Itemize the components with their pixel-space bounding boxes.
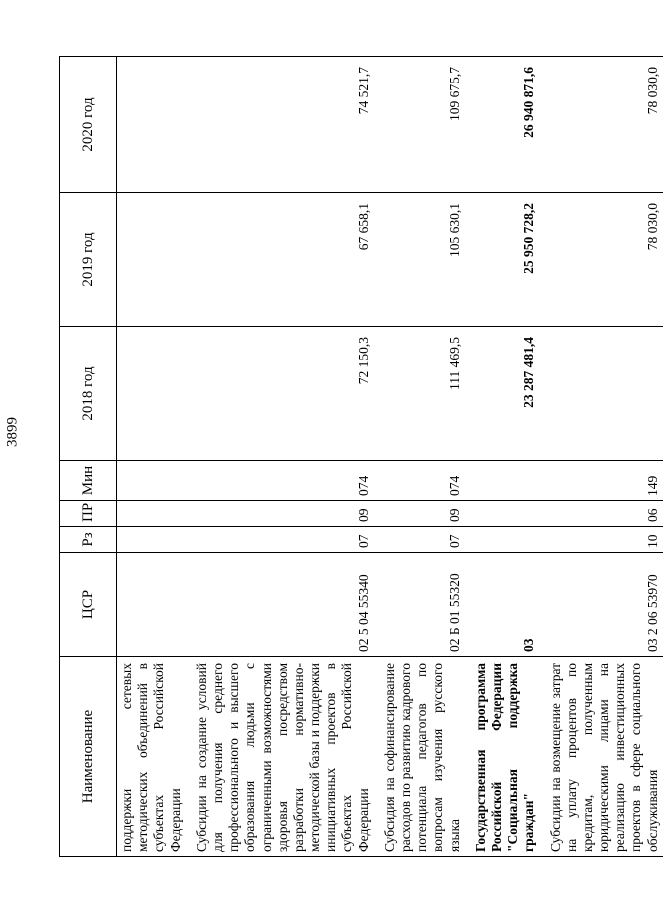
row-2018	[117, 327, 186, 461]
row-2020: 109 675,7	[374, 57, 465, 193]
row-2019: 25 950 728,2	[465, 193, 540, 327]
header-2019: 2019 год	[60, 193, 117, 327]
row-csr: 03	[465, 553, 540, 657]
row-min	[117, 461, 186, 501]
row-name: Субсидия на софинансирование расходов по развитию кадрового потенциала педагогов по вопросам изучения русского языка	[374, 657, 465, 857]
row-pr	[117, 501, 186, 527]
row-csr: 02 Б 01 55320	[374, 553, 465, 657]
row-min: 074	[186, 461, 374, 501]
row-2018: 72 150,3	[186, 327, 374, 461]
row-2020: 78 030,0	[540, 57, 663, 193]
row-rz: 07	[186, 527, 374, 553]
row-2020: 74 521,7	[186, 57, 374, 193]
row-rz	[465, 527, 540, 553]
table-row	[186, 57, 374, 857]
header-2018: 2018 год	[60, 327, 117, 461]
row-2018: 111 469,5	[374, 327, 465, 461]
row-2019: 67 658,1	[186, 193, 374, 327]
header-rz: Рз	[60, 527, 117, 553]
header-csr: ЦСР	[60, 553, 117, 657]
table-row	[117, 57, 186, 857]
row-pr: 06	[540, 501, 663, 527]
row-pr: 09	[186, 501, 374, 527]
row-rz	[117, 527, 186, 553]
row-csr	[117, 553, 186, 657]
row-2019	[117, 193, 186, 327]
budget-table	[59, 56, 663, 857]
row-2020: 26 940 871,6	[465, 57, 540, 193]
row-rz: 07	[374, 527, 465, 553]
header-2020: 2020 год	[60, 57, 117, 193]
row-2019: 78 030,0	[540, 193, 663, 327]
row-name: поддержки сетевых методических объединений в субъектах Российской Федерации	[117, 657, 186, 857]
row-2020	[117, 57, 186, 193]
page-number-text: 3899	[4, 417, 21, 447]
page-number	[0, 412, 26, 452]
row-name: Субсидии на возмещение затрат на уплату процентов по кредитам, полученным юридическими лицами на реализацию инвестиционных проектов в сфере социального обслуживания	[540, 657, 663, 857]
table-row	[540, 57, 663, 857]
row-min	[465, 461, 540, 501]
row-pr: 09	[374, 501, 465, 527]
row-2019: 105 630,1	[374, 193, 465, 327]
row-2018	[540, 327, 663, 461]
header-min: Мин	[60, 461, 117, 501]
row-name: Государственная программа Российской Федерации "Социальная поддержка граждан"	[465, 657, 540, 857]
row-rz: 10	[540, 527, 663, 553]
budget-table-rotated	[59, 57, 660, 857]
table-row	[465, 57, 540, 857]
table-header-row	[60, 57, 117, 857]
row-min: 074	[374, 461, 465, 501]
row-min: 149	[540, 461, 663, 501]
row-csr: 02 5 04 55340	[186, 553, 374, 657]
row-2018: 23 287 481,4	[465, 327, 540, 461]
row-csr: 03 2 06 53970	[540, 553, 663, 657]
header-pr: ПР	[60, 501, 117, 527]
row-name: Субсидии на создание условий для получения среднего профессионального и высшего образования людьми с ограниченными возможностями здоровья посредством разработки нормативно-методической базы и поддержки инициативных проектов в субъектах Российской Федерации	[186, 657, 374, 857]
table-row	[374, 57, 465, 857]
row-pr	[465, 501, 540, 527]
header-name: Наименование	[60, 657, 117, 857]
